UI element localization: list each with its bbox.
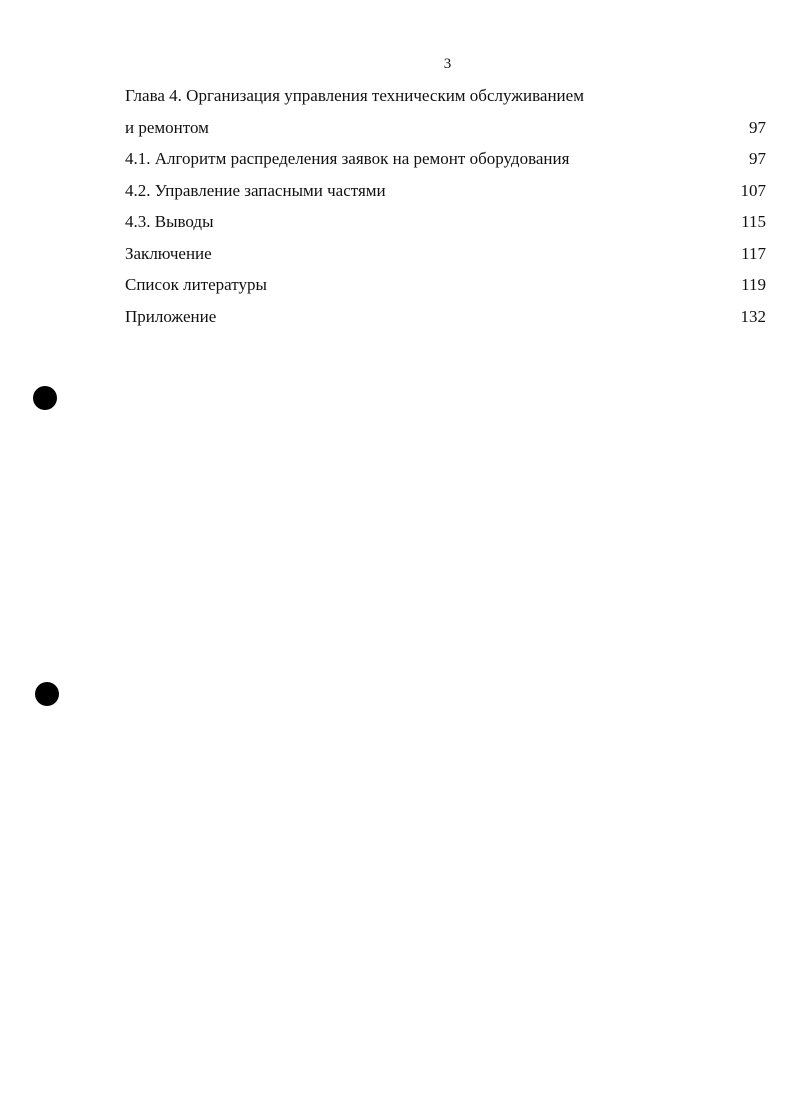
toc-entry-title: Приложение	[125, 306, 217, 326]
toc-entry-page: 115	[741, 212, 766, 231]
punch-hole-top	[33, 386, 57, 410]
toc-entry-title: 4.3. Выводы	[125, 212, 214, 231]
toc-entry-title: 4.2. Управление запасными частями	[125, 180, 386, 200]
toc-entry-page: 117	[741, 243, 766, 263]
toc-entry-page: 119	[741, 275, 766, 294]
toc-entry-page: 97	[749, 117, 766, 137]
toc-entry-4-2	[125, 179, 766, 211]
toc-entry-title: и ремонтом	[125, 117, 209, 137]
toc-entry-title: Глава 4. Организация управления техническим обслуживанием	[125, 86, 584, 105]
toc-entry-appendix	[125, 305, 766, 337]
toc-entry-4-1	[125, 147, 766, 179]
table-of-contents	[125, 84, 766, 336]
toc-entry-title: 4.1. Алгоритм распределения заявок на ремонт оборудования	[125, 149, 570, 168]
toc-entry-page: 132	[740, 306, 766, 326]
toc-entry-chapter-4	[125, 84, 766, 116]
toc-entry-4-3	[125, 210, 766, 242]
toc-entry-conclusion	[125, 242, 766, 274]
toc-entry-references	[125, 273, 766, 305]
toc-entry-title: Заключение	[125, 243, 212, 263]
punch-hole-bottom	[35, 682, 59, 706]
page-number: 3	[443, 56, 452, 72]
toc-entry-title: Список литературы	[125, 275, 267, 294]
toc-entry-page: 107	[740, 180, 766, 200]
toc-entry-page: 97	[749, 149, 766, 168]
toc-entry-chapter-4-continued	[125, 116, 766, 148]
